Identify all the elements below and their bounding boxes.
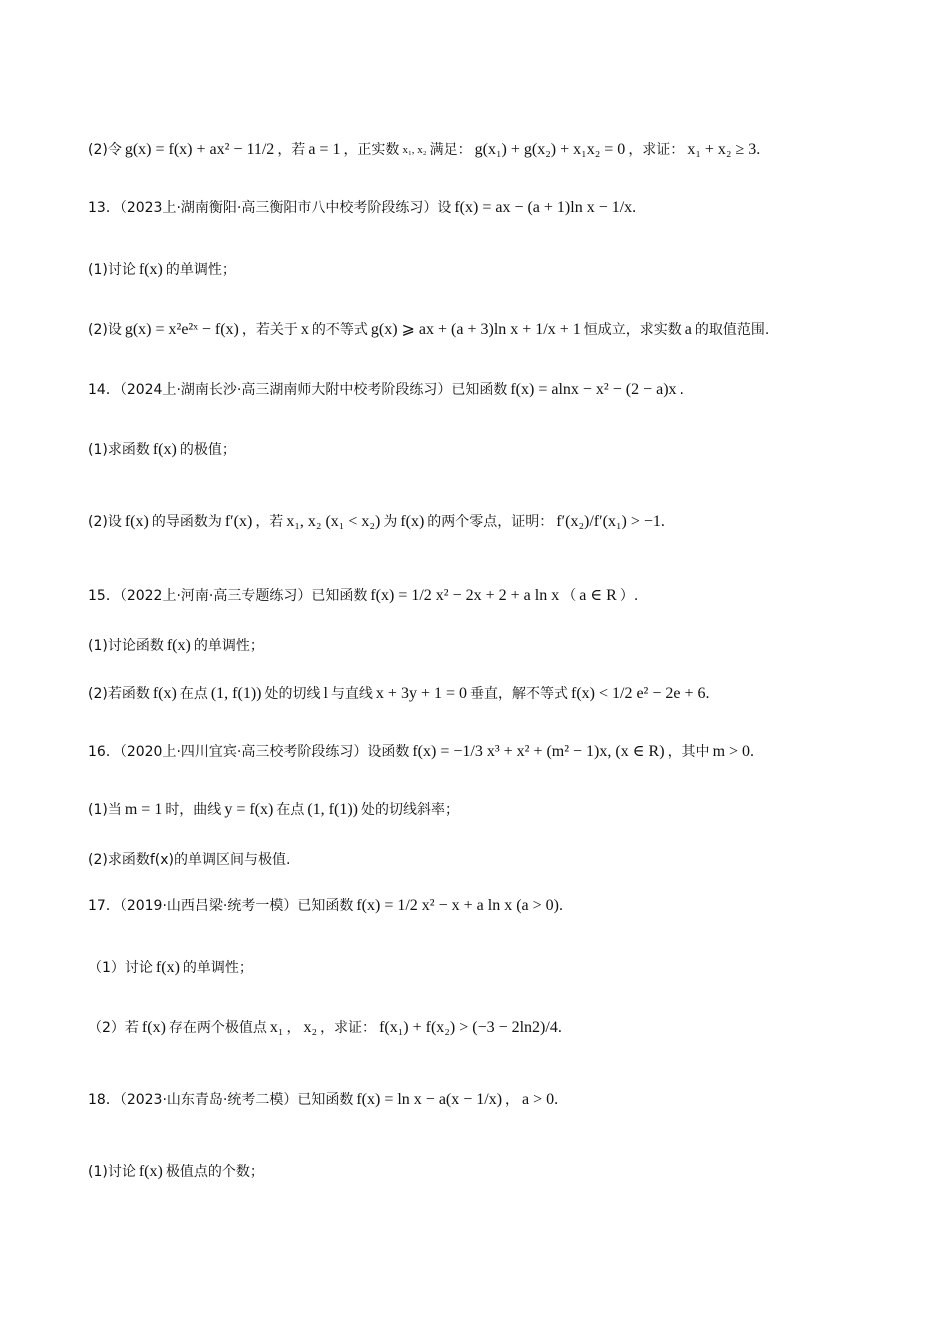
text: ）.	[619, 588, 639, 604]
problem-17-part-2	[88, 1018, 890, 1038]
math: f(x) = 1/2 x² − x + a ln x (a > 0).	[356, 897, 563, 914]
math: g(x) = f(x) + ax² − 11/2	[124, 141, 275, 158]
text: 15．（2022上·河南·高三专题练习）已知函数	[88, 588, 368, 604]
text: 13．（2023上·湖南衡阳·高三衡阳市八中校考阶段练习）设	[88, 200, 452, 216]
math: f(x)	[152, 685, 177, 702]
text: 17．（2019·山西吕梁·统考一模）已知函数	[88, 898, 354, 914]
text: 在点	[276, 802, 305, 818]
text: ，若	[277, 142, 306, 158]
math: x₂	[303, 1019, 318, 1036]
text: 16．（2020上·四川宜宾·高三校考阶段练习）设函数	[88, 744, 410, 760]
text: ，若	[255, 514, 284, 530]
problem-17-part-1	[88, 958, 890, 978]
problem-15-header	[88, 586, 890, 606]
math: f(x)	[166, 637, 191, 654]
text: 处的切线斜率；	[360, 802, 459, 818]
math: m = 1	[124, 801, 163, 818]
problem-14-part-1	[88, 440, 890, 460]
text: ，若关于	[241, 322, 298, 338]
text: (1)求函数	[88, 442, 150, 458]
math: x₁ + x₂ ≥ 3.	[687, 141, 761, 158]
text: (2)令	[88, 142, 122, 158]
problem-16-part-2	[88, 850, 890, 870]
text: 的单调性；	[182, 960, 253, 976]
math: f(x)	[138, 261, 163, 278]
text: (2)设	[88, 514, 122, 530]
math: a > 0.	[522, 1091, 559, 1108]
text: (2)若函数	[88, 686, 150, 702]
text: 的两个零点，证明：	[427, 514, 554, 530]
math: f(x)	[155, 959, 180, 976]
problem-17-header	[88, 896, 890, 916]
math: f(x)	[152, 441, 177, 458]
text: ，	[505, 1092, 520, 1108]
text: 14．（2024上·湖南长沙·高三湖南师大附中校考阶段练习）已知函数	[88, 382, 508, 398]
math: y = f(x)	[224, 801, 274, 818]
problem-16-part-1	[88, 800, 890, 820]
math: m > 0.	[712, 743, 755, 760]
text: (1)讨论	[88, 1164, 136, 1180]
problem-13-part-2	[88, 320, 890, 340]
text: 为	[383, 514, 398, 530]
text: (1)当	[88, 802, 122, 818]
math: a = 1	[308, 141, 341, 158]
text: 与直线	[330, 686, 373, 702]
math: g(x₁) + g(x₂) + x₁x₂ = 0	[474, 141, 626, 158]
text: 满足：	[429, 142, 472, 158]
problem-18-part-1	[88, 1162, 890, 1182]
problem-13-header	[88, 198, 890, 218]
math: g(x) = x²e²ˣ − f(x)	[124, 321, 239, 338]
problem-18-header	[88, 1090, 890, 1110]
math: f(x₁) + f(x₂) > (−3 − 2ln2)/4.	[379, 1019, 562, 1036]
text: （1）讨论	[88, 960, 153, 976]
problem-15-part-2	[88, 684, 890, 704]
text: ，其中	[667, 744, 710, 760]
problem-13-part-1	[88, 260, 890, 280]
text: (2)设	[88, 322, 122, 338]
text: (1)讨论函数	[88, 638, 164, 654]
math: f(x) = 1/2 x² − 2x + 2 + a ln x	[370, 587, 560, 604]
math: f(x) = ax − (a + 1)ln x − 1/x.	[454, 199, 637, 216]
text: 在点	[179, 686, 208, 702]
problem-15-part-1	[88, 636, 890, 656]
math: x + 3y + 1 = 0	[375, 685, 467, 702]
text: 的单调性；	[165, 262, 236, 278]
text: 的导函数为	[151, 514, 222, 530]
math: f(x) = −1/3 x³ + x² + (m² − 1)x, (x ∈ R)	[412, 743, 665, 760]
math: f(x)	[124, 513, 149, 530]
math: f(x) = alnx − x² − (2 − a)x	[510, 381, 677, 398]
problem-14-part-2	[88, 512, 890, 532]
text: 极值点的个数；	[165, 1164, 264, 1180]
text: （2）若	[88, 1020, 139, 1036]
problem-16-header	[88, 742, 890, 762]
text: ，	[286, 1020, 301, 1036]
text: 恒成立，求实数	[583, 322, 682, 338]
text: （	[562, 588, 577, 604]
math: l	[323, 685, 328, 702]
text: 18．（2023·山东青岛·统考二模）已知函数	[88, 1092, 354, 1108]
text: 的单调性；	[193, 638, 264, 654]
text: ，正实数	[343, 142, 400, 158]
problem-14-header	[88, 380, 890, 400]
math: f(x)	[141, 1019, 166, 1036]
text: (2)求函数f(x)的单调区间与极值.	[88, 852, 291, 868]
math: (1, f(1))	[210, 685, 262, 702]
math: a	[684, 321, 692, 338]
text: 存在两个极值点	[168, 1020, 267, 1036]
text: 垂直，解不等式	[470, 686, 568, 702]
text: 时，曲线	[165, 802, 222, 818]
math: x₁	[269, 1019, 284, 1036]
text: 的不等式	[311, 322, 368, 338]
text: ，求证：	[628, 142, 685, 158]
problem-12-part-2	[88, 140, 890, 160]
math: x₁, x₂	[402, 144, 427, 156]
math: x₁, x₂ (x₁ < x₂)	[286, 513, 381, 530]
text: 的取值范围.	[694, 322, 770, 338]
text: ，求证：	[320, 1020, 377, 1036]
text: 的极值；	[179, 442, 236, 458]
math: g(x) ⩾ ax + (a + 3)ln x + 1/x + 1	[370, 321, 581, 338]
math: f′(x₂)/f′(x₁) > −1.	[556, 513, 665, 530]
math: f(x) = ln x − a(x − 1/x)	[356, 1091, 503, 1108]
text: 处的切线	[264, 686, 321, 702]
math: f(x)	[138, 1163, 163, 1180]
math: (1, f(1))	[307, 801, 358, 818]
math: f(x) < 1/2 e² − 2e + 6.	[571, 685, 710, 702]
math: f(x)	[400, 513, 425, 530]
math: f′(x)	[224, 513, 253, 530]
math: a ∈ R	[579, 587, 617, 604]
math: x	[300, 321, 309, 338]
text: .	[679, 382, 684, 398]
text: (1)讨论	[88, 262, 136, 278]
